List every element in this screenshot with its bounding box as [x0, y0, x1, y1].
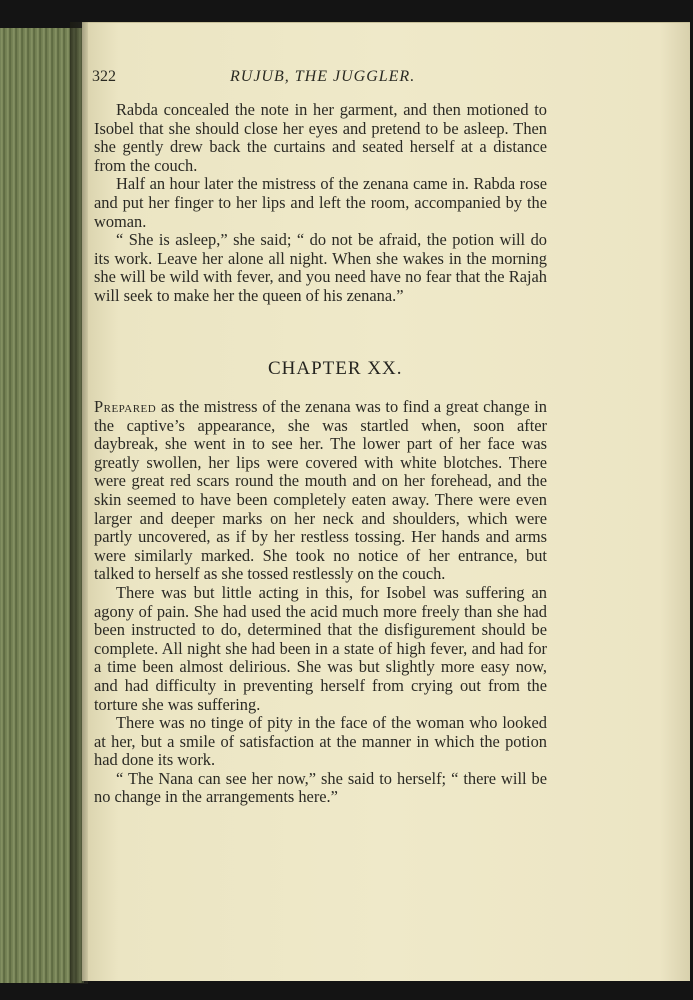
paragraph [94, 398, 547, 584]
paragraph: Half an hour later the mistress of the zenana came in. Rabda rose and put her finger to her lips and left the room, accompanied by the woman. [94, 174, 547, 231]
paragraph: “ The Nana can see her now,” she said to herself; “ there will be no change in the arrangements here.” [94, 768, 547, 807]
paragraph: There was but little acting in this, for Isobel was suffering an agony of pain. She had used the acid much more freely than she had been instructed to do, determined that the disfigurement should be complete. All night she had been in a state of high fever, and had for a time been almost delirious. She was but slightly more easy now, and had difficulty in preventing herself from crying out from the torture she was suffering. [94, 582, 547, 714]
page-header [92, 68, 512, 90]
drop-word: Prepared [94, 397, 157, 416]
paragraph: “ She is asleep,” she said; “ do not be afraid, the potion will do its work. Leave her alone all night. When she wakes in the morning she will be wild with fever, and you need have no fear that the Rajah will seek to make her the queen of his zenana.” [94, 230, 547, 305]
page-number: 322 [92, 68, 116, 85]
text-block-top [94, 101, 547, 306]
paragraph: There was no tinge of pity in the face of the woman who looked at her, but a smile of satisfaction at the manner in which the potion had done its work. [94, 713, 547, 770]
chapter-heading: CHAPTER XX. [268, 358, 403, 379]
paragraph-body: as the mistress of the zenana was to find a great change in the captive’s appearance, she was startled when, soon after daybreak, she went in to see her. The lower part of her face was greatly swollen, her lips were covered with white blotches. There were great red scars round the mouth and on her forehead, and the skin seemed to have been completely eaten away. There were even larger and deeper marks on her neck and shoulders, which were partly uncovered, as if by her restless tossing. Her hands and arms were similarly marked. She took no notice of her entrance, but talked to herself as she tossed restlessly on the couch. [94, 397, 547, 584]
running-title: RUJUB, THE JUGGLER. [230, 68, 416, 85]
text-block-chapter [94, 398, 547, 807]
paragraph: Rabda concealed the note in her garment, and then motioned to Isobel that she should close her eyes and pretend to be asleep. Then she gently drew back the curtains and seated herself at a distance from the couch. [94, 100, 547, 175]
spine-shadow [70, 22, 88, 984]
